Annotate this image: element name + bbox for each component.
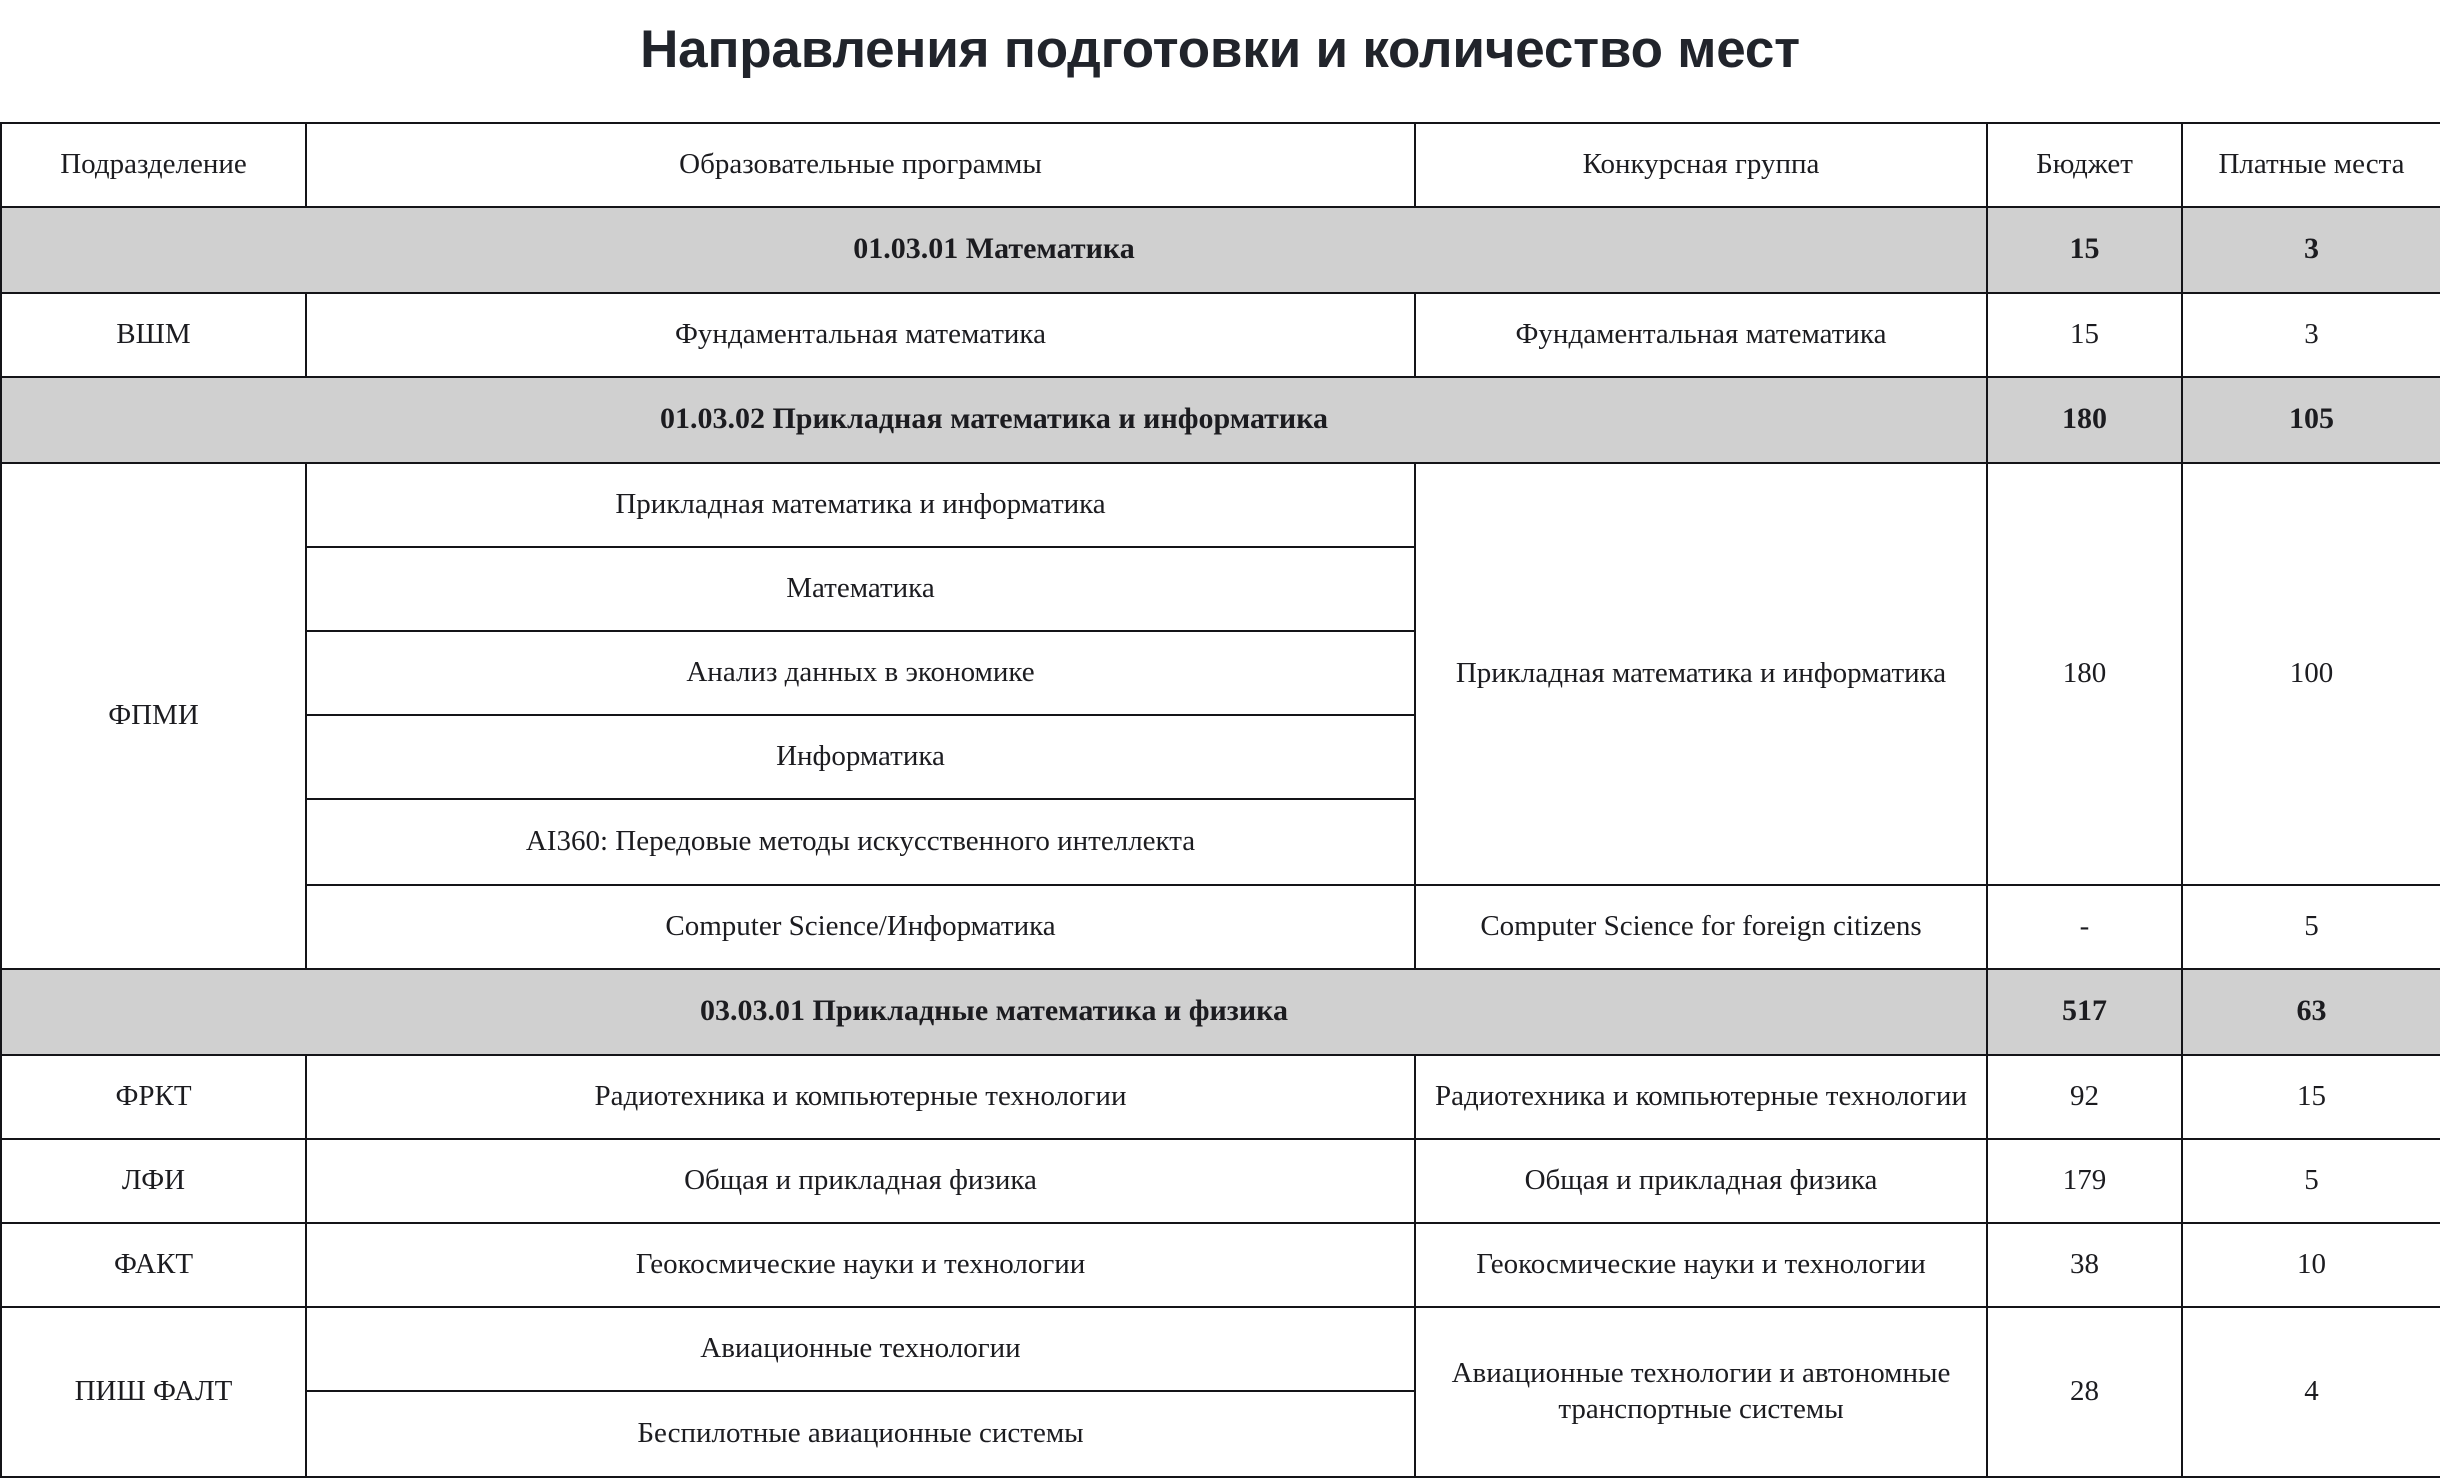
cell-group-line-1: Авиационные технологии и автономные	[1451, 1357, 1951, 1390]
cell-unit: ФРКТ	[1, 1055, 306, 1139]
section-budget-applied-math-physics: 517	[1987, 969, 2182, 1055]
cell-group-line-2: транспортные системы	[1558, 1392, 1844, 1425]
section-header-row	[1, 207, 2440, 293]
section-title-applied-math-physics: 03.03.01 Прикладные математика и физика	[1, 969, 1987, 1055]
cell-budget: -	[1987, 885, 2182, 969]
cell-budget: 28	[1987, 1307, 2182, 1477]
list-item: Прикладная математика и информатика	[307, 464, 1414, 548]
cell-paid: 4	[2182, 1307, 2440, 1477]
cell-budget: 179	[1987, 1139, 2182, 1223]
cell-paid: 5	[2182, 1139, 2440, 1223]
column-header-paid: Платные места	[2182, 123, 2440, 207]
table-row	[1, 463, 2440, 885]
table-header-row	[1, 123, 2440, 207]
cell-unit: ЛФИ	[1, 1139, 306, 1223]
cell-budget: 92	[1987, 1055, 2182, 1139]
cell-unit: ФАКТ	[1, 1223, 306, 1307]
cell-group: Радиотехника и компьютерные технологии	[1415, 1055, 1987, 1139]
cell-group: Прикладная математика и информатика	[1415, 463, 1987, 885]
section-title-applied-math-cs: 01.03.02 Прикладная математика и информатика	[1, 377, 1987, 463]
cell-paid: 10	[2182, 1223, 2440, 1307]
section-paid-applied-math-physics: 63	[2182, 969, 2440, 1055]
cell-paid: 15	[2182, 1055, 2440, 1139]
cell-unit: ПИШ ФАЛТ	[1, 1307, 306, 1477]
list-item: Авиационные технологии	[307, 1308, 1414, 1392]
table-row	[1, 885, 2440, 969]
cell-group: Фундаментальная математика	[1415, 293, 1987, 377]
admissions-table	[0, 122, 2440, 1478]
cell-program: Фундаментальная математика	[306, 293, 1415, 377]
list-item: Информатика	[307, 716, 1414, 800]
cell-unit: ВШМ	[1, 293, 306, 377]
cell-program-stack	[306, 463, 1415, 885]
list-item: Беспилотные авиационные системы	[637, 1416, 1084, 1449]
section-paid-applied-math-cs: 105	[2182, 377, 2440, 463]
table-row	[1, 293, 2440, 377]
cell-budget: 180	[1987, 463, 2182, 885]
cell-group: Общая и прикладная физика	[1415, 1139, 1987, 1223]
column-header-unit: Подразделение	[1, 123, 306, 207]
cell-group: Computer Science for foreign citizens	[1415, 885, 1987, 969]
section-title-math: 01.03.01 Математика	[1, 207, 1987, 293]
cell-program: Геокосмические науки и технологии	[306, 1223, 1415, 1307]
section-header-row	[1, 969, 2440, 1055]
cell-budget: 15	[1987, 293, 2182, 377]
column-header-programs: Образовательные программы	[306, 123, 1415, 207]
cell-program: Общая и прикладная физика	[306, 1139, 1415, 1223]
cell-program: Computer Science/Информатика	[306, 885, 1415, 969]
table-row	[1, 1307, 2440, 1477]
cell-program: Радиотехника и компьютерные технологии	[306, 1055, 1415, 1139]
section-header-row	[1, 377, 2440, 463]
cell-program-stack	[306, 1307, 1415, 1477]
cell-budget: 38	[1987, 1223, 2182, 1307]
section-budget-applied-math-cs: 180	[1987, 377, 2182, 463]
cell-paid: 3	[2182, 293, 2440, 377]
section-paid-math: 3	[2182, 207, 2440, 293]
page-title: Направления подготовки и количество мест	[640, 20, 1800, 79]
cell-group: Геокосмические науки и технологии	[1415, 1223, 1987, 1307]
list-item: Анализ данных в экономике	[307, 632, 1414, 716]
list-item: AI360: Передовые методы искусственного интеллекта	[525, 824, 1196, 857]
column-header-budget: Бюджет	[1987, 123, 2182, 207]
column-header-group: Конкурсная группа	[1415, 123, 1987, 207]
section-budget-math: 15	[1987, 207, 2182, 293]
table-row	[1, 1139, 2440, 1223]
cell-paid: 100	[2182, 463, 2440, 885]
table-row	[1, 1223, 2440, 1307]
list-item: Математика	[307, 548, 1414, 632]
table-row	[1, 1055, 2440, 1139]
cell-unit: ФПМИ	[1, 463, 306, 969]
cell-paid: 5	[2182, 885, 2440, 969]
cell-group	[1415, 1307, 1987, 1477]
